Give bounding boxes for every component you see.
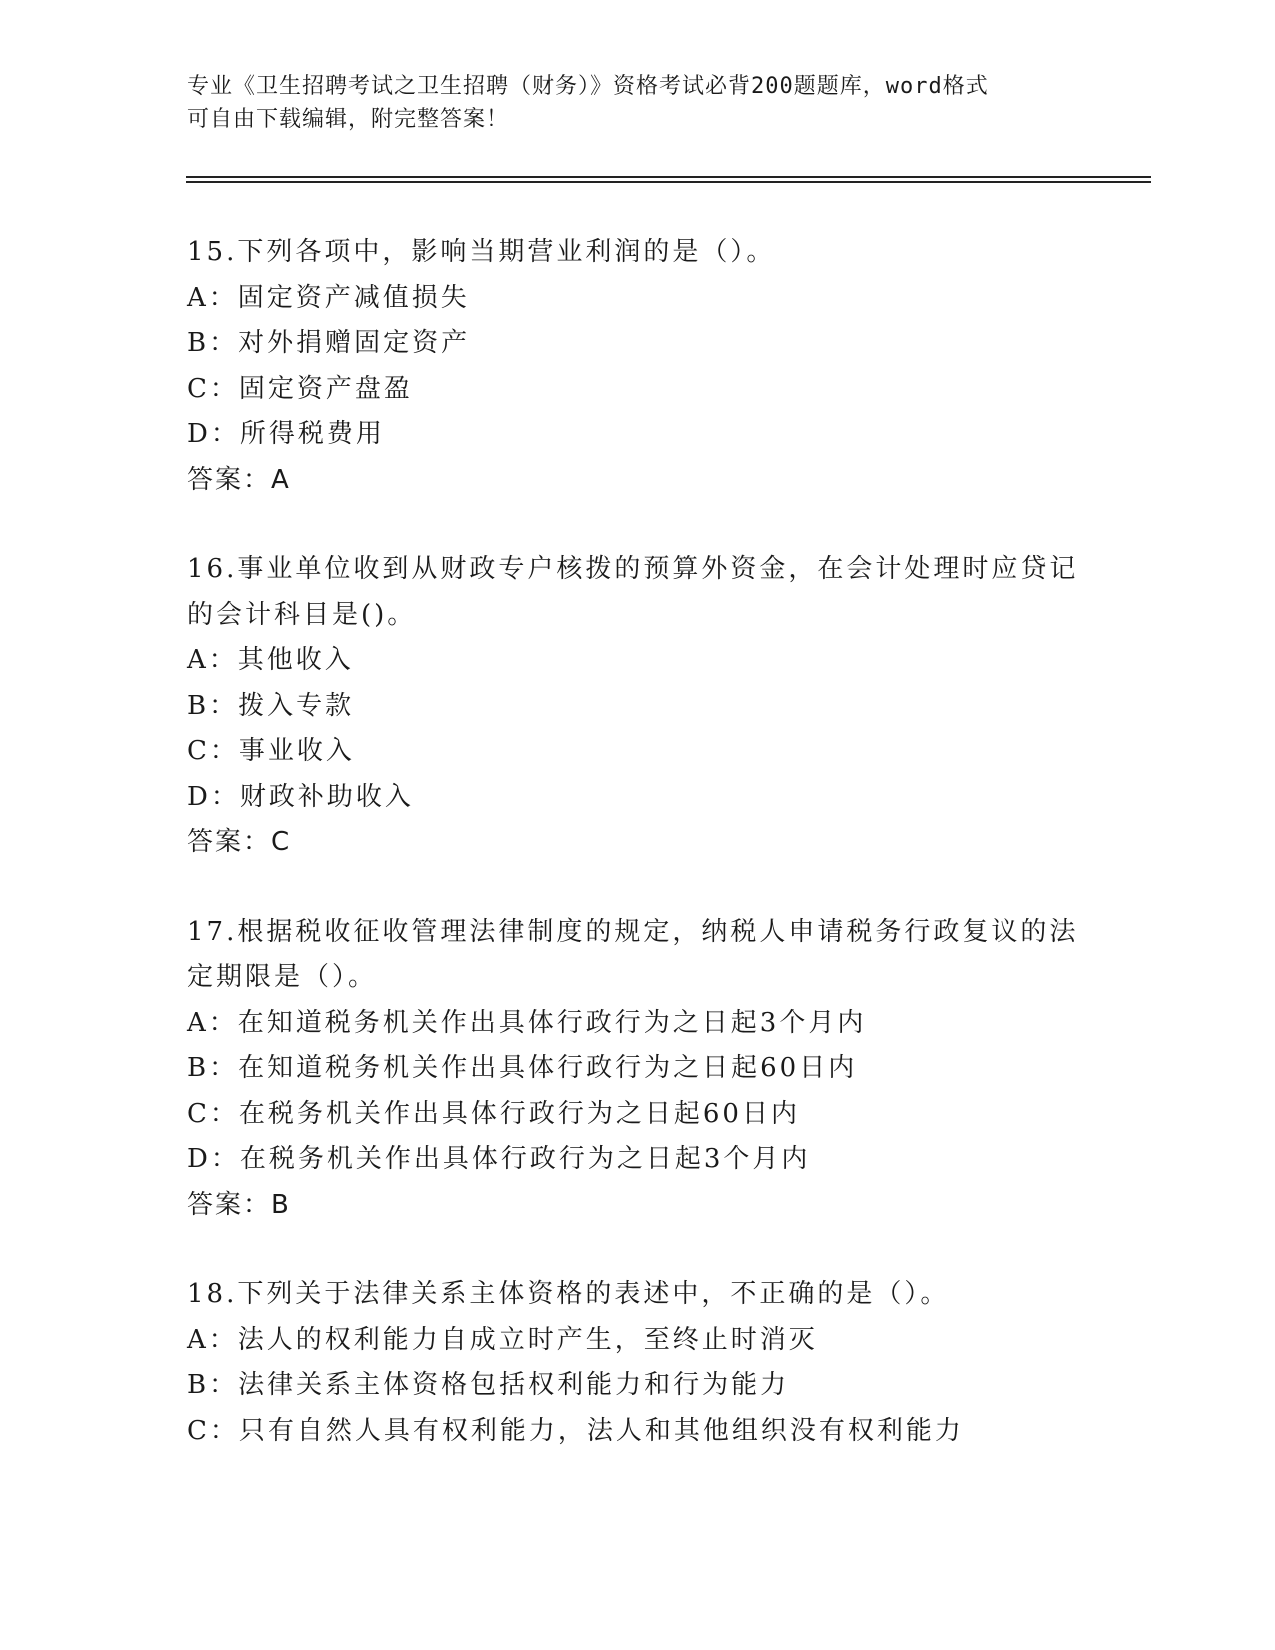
option-c: C：事业收入 <box>187 736 355 766</box>
question-18 <box>187 1272 1087 1454</box>
option-c: C：固定资产盘盈 <box>187 373 413 404</box>
option-b: B：拨入专款 <box>187 690 355 721</box>
document-header <box>187 70 1067 136</box>
answer-label: 答案：A <box>187 464 291 495</box>
option-a: A：固定资产减值损失 <box>187 282 470 313</box>
option-a: A：法人的权利能力自成立时产生，至终止时消灭 <box>187 1324 818 1355</box>
question-stem: 15.下列各项中，影响当期营业利润的是（）。 <box>187 237 776 267</box>
option-d: D：在税务机关作出具体行政行为之日起3个月内 <box>187 1144 811 1174</box>
question-stem: 17.根据税收征收管理法律制度的规定，纳税人申请税务行政复议的法 <box>187 916 1079 947</box>
question-list <box>187 230 1087 1454</box>
answer-label: 答案：B <box>187 1189 291 1220</box>
header-divider-top <box>186 176 1151 178</box>
option-b: B：对外捐赠固定资产 <box>187 328 471 358</box>
question-15 <box>187 230 1087 503</box>
question-stem-continued: 定期限是（）。 <box>187 962 378 992</box>
option-d: D：财政补助收入 <box>187 781 414 812</box>
option-b: B：在知道税务机关作出具体行政行为之日起60日内 <box>187 1053 858 1083</box>
option-c: C：在税务机关作出具体行政行为之日起60日内 <box>187 1098 800 1129</box>
option-a: A：在知道税务机关作出具体行政行为之日起3个月内 <box>187 1007 867 1038</box>
header-divider-bottom <box>186 181 1151 183</box>
option-c: C：只有自然人具有权利能力，法人和其他组织没有权利能力 <box>187 1415 964 1446</box>
header-title-line-1: 专业《卫生招聘考试之卫生招聘（财务）》资格考试必背200题题库，word格式 <box>187 74 989 99</box>
question-stem-continued: 的会计科目是()。 <box>187 599 417 630</box>
header-title-line-2: 可自由下载编辑，附完整答案！ <box>187 107 510 132</box>
option-a: A：其他收入 <box>187 645 354 675</box>
question-17 <box>187 910 1087 1229</box>
option-d: D：所得税费用 <box>187 419 385 449</box>
question-16 <box>187 547 1087 866</box>
answer-label: 答案：C <box>187 827 292 857</box>
question-stem: 16.事业单位收到从财政专户核拨的预算外资金，在会计处理时应贷记 <box>187 554 1079 584</box>
question-stem: 18.下列关于法律关系主体资格的表述中，不正确的是（）。 <box>187 1279 950 1309</box>
option-b: B：法律关系主体资格包括权利能力和行为能力 <box>187 1370 790 1400</box>
